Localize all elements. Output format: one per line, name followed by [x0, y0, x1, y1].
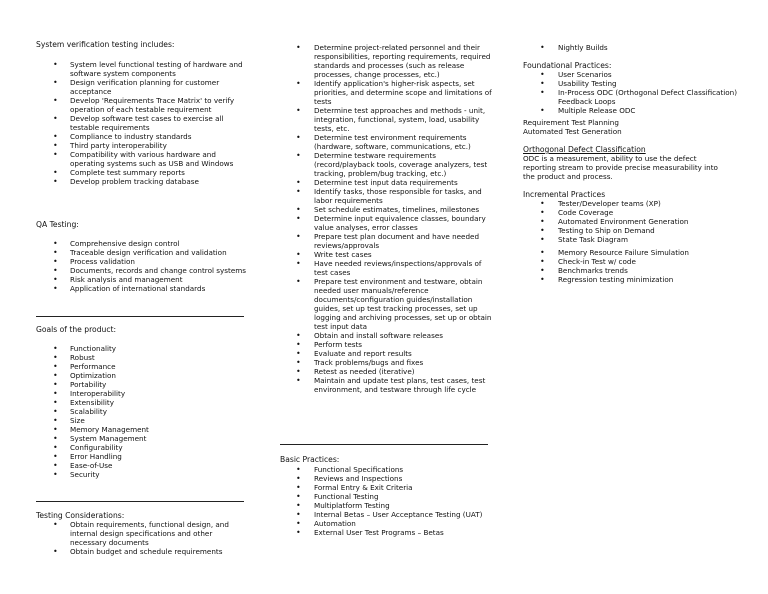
basic-practices-list — [314, 465, 494, 537]
list-item: • Have needed reviews/inspections/approvals of test cases — [314, 259, 494, 277]
list-item: • Prepare test plan document and have needed reviews/approvals — [314, 232, 494, 250]
list-item: • Multiple Release ODC — [558, 106, 738, 115]
list-item: • Error Handling — [70, 452, 250, 461]
odc-heading: Orthogonal Defect Classification — [523, 145, 646, 154]
list-item: • Automation — [314, 519, 494, 528]
list-item: • Optimization — [70, 371, 250, 380]
list-item: • Retest as needed (iterative) — [314, 367, 494, 376]
list-item: • Security — [70, 470, 250, 479]
list-item: • Check-in Test w/ code — [558, 257, 738, 266]
list-item: • Memory Resource Failure Simulation — [558, 248, 738, 257]
list-item: • Automated Environment Generation — [558, 217, 738, 226]
list-item: • Determine project-related personnel and their responsibilities, reporting requirements, required standards and processes (such as release processes, change processes, etc.) — [314, 43, 494, 79]
list-item: • Evaluate and report results — [314, 349, 494, 358]
requirement-test-planning-text: Requirement Test Planning — [523, 118, 619, 127]
list-item: • Perform tests — [314, 340, 494, 349]
foundational-practices-heading: Foundational Practices: — [523, 61, 612, 70]
incremental-practices-heading: Incremental Practices — [523, 190, 606, 199]
list-item: • Obtain requirements, functional design, and internal design specifications and other necessary documents — [70, 520, 250, 547]
list-item: • Comprehensive design control — [70, 239, 250, 248]
qa-testing-heading: QA Testing: — [36, 220, 79, 229]
testing-considerations-list — [70, 520, 250, 556]
list-item: • Formal Entry & Exit Criteria — [314, 483, 494, 492]
list-item: • Documents, records and change control systems — [70, 266, 250, 275]
list-item: • Set schedule estimates, timelines, milestones — [314, 205, 494, 214]
list-item: • Extensibility — [70, 398, 250, 407]
list-item: • Memory Management — [70, 425, 250, 434]
list-item: • Maintain and update test plans, test cases, test environment, and testware through life cycle — [314, 376, 494, 394]
basic-practices-heading: Basic Practices: — [280, 455, 340, 464]
list-item: • Performance — [70, 362, 250, 371]
list-item: • Portability — [70, 380, 250, 389]
list-item: • Application of international standards — [70, 284, 250, 293]
list-item: • Develop 'Requirements Trace Matrix' to verify operation of each testable requirement — [70, 96, 250, 114]
list-item: • Code Coverage — [558, 208, 738, 217]
list-item: • Benchmarks trends — [558, 266, 738, 275]
list-item: • Compliance to industry standards — [70, 132, 250, 141]
list-item: • Usability Testing — [558, 79, 738, 88]
list-item: • Determine test approaches and methods - unit, integration, functional, system, load, usability tests, etc. — [314, 106, 494, 133]
list-item: • Functional Specifications — [314, 465, 494, 474]
list-item: • Design verification planning for customer acceptance — [70, 78, 250, 96]
odc-description: ODC is a measurement, ability to use the defect reporting stream to provide precise measurability into the product and process. — [523, 154, 718, 181]
section-divider — [36, 501, 244, 502]
list-item: • Develop problem tracking database — [70, 177, 250, 186]
list-item: • System Management — [70, 434, 250, 443]
list-item: • Regression testing minimization — [558, 275, 738, 284]
list-item: • Ease-of-Use — [70, 461, 250, 470]
list-item: • Process validation — [70, 257, 250, 266]
list-item: • Determine test input data requirements — [314, 178, 494, 187]
list-item: • Determine test environment requirements (hardware, software, communications, etc.) — [314, 133, 494, 151]
list-item: • Identify application's higher-risk aspects, set priorities, and determine scope and limitations of tests — [314, 79, 494, 106]
list-item: • Functional Testing — [314, 492, 494, 501]
list-item: • Obtain budget and schedule requirements — [70, 547, 250, 556]
list-item: • Track problems/bugs and fixes — [314, 358, 494, 367]
list-item: • Testing to Ship on Demand — [558, 226, 738, 235]
list-item: • Obtain and install software releases — [314, 331, 494, 340]
section-divider — [36, 316, 244, 317]
incremental-practices-list — [558, 199, 738, 284]
list-item: • Functionality — [70, 344, 250, 353]
goals-heading: Goals of the product: — [36, 325, 117, 334]
list-item: • Tester/Developer teams (XP) — [558, 199, 738, 208]
list-item: • Interoperability — [70, 389, 250, 398]
list-item: • Robust — [70, 353, 250, 362]
list-item: • Size — [70, 416, 250, 425]
list-item: • Write test cases — [314, 250, 494, 259]
nightly-builds-list — [558, 43, 738, 52]
goals-list — [70, 344, 250, 479]
list-item: • State Task Diagram — [558, 235, 738, 244]
testing-considerations-heading: Testing Considerations: — [36, 511, 125, 520]
list-item: • Configurability — [70, 443, 250, 452]
list-item: • Risk analysis and management — [70, 275, 250, 284]
list-item: • In-Process ODC (Orthogonal Defect Classification) Feedback Loops — [558, 88, 738, 106]
qa-testing-list — [70, 239, 250, 293]
list-item: • Compatibility with various hardware and operating systems such as USB and Windows — [70, 150, 250, 168]
list-item: • Develop software test cases to exercise all testable requirements — [70, 114, 250, 132]
list-item: • Internal Betas – User Acceptance Testing (UAT) — [314, 510, 494, 519]
list-item: • Third party interoperability — [70, 141, 250, 150]
list-item: • External User Test Programs – Betas — [314, 528, 494, 537]
list-item: • Determine testware requirements (record/playback tools, coverage analyzers, test tracking, problem/bug tracking, etc.) — [314, 151, 494, 178]
foundational-practices-list — [558, 70, 738, 115]
system-verification-heading: System verification testing includes: — [36, 40, 175, 49]
section-divider — [280, 444, 488, 445]
list-item: • Prepare test environment and testware, obtain needed user manuals/reference documents/configuration guides/installation guides, set up test tracking processes, set up logging and archiving processes, set up or obtain test input data — [314, 277, 494, 331]
list-item: • Complete test summary reports — [70, 168, 250, 177]
list-item: • Multiplatform Testing — [314, 501, 494, 510]
list-item: • Identify tasks, those responsible for tasks, and labor requirements — [314, 187, 494, 205]
list-item: • System level functional testing of hardware and software system components — [70, 60, 250, 78]
automated-test-generation-text: Automated Test Generation — [523, 127, 622, 136]
list-item: • Reviews and Inspections — [314, 474, 494, 483]
system-verification-list — [70, 60, 250, 186]
list-item: • User Scenarios — [558, 70, 738, 79]
list-item: • Determine input equivalence classes, boundary value analyses, error classes — [314, 214, 494, 232]
test-process-steps-list — [314, 43, 494, 394]
list-item: • Scalability — [70, 407, 250, 416]
list-item: • Traceable design verification and validation — [70, 248, 250, 257]
list-item: • Nightly Builds — [558, 43, 738, 52]
